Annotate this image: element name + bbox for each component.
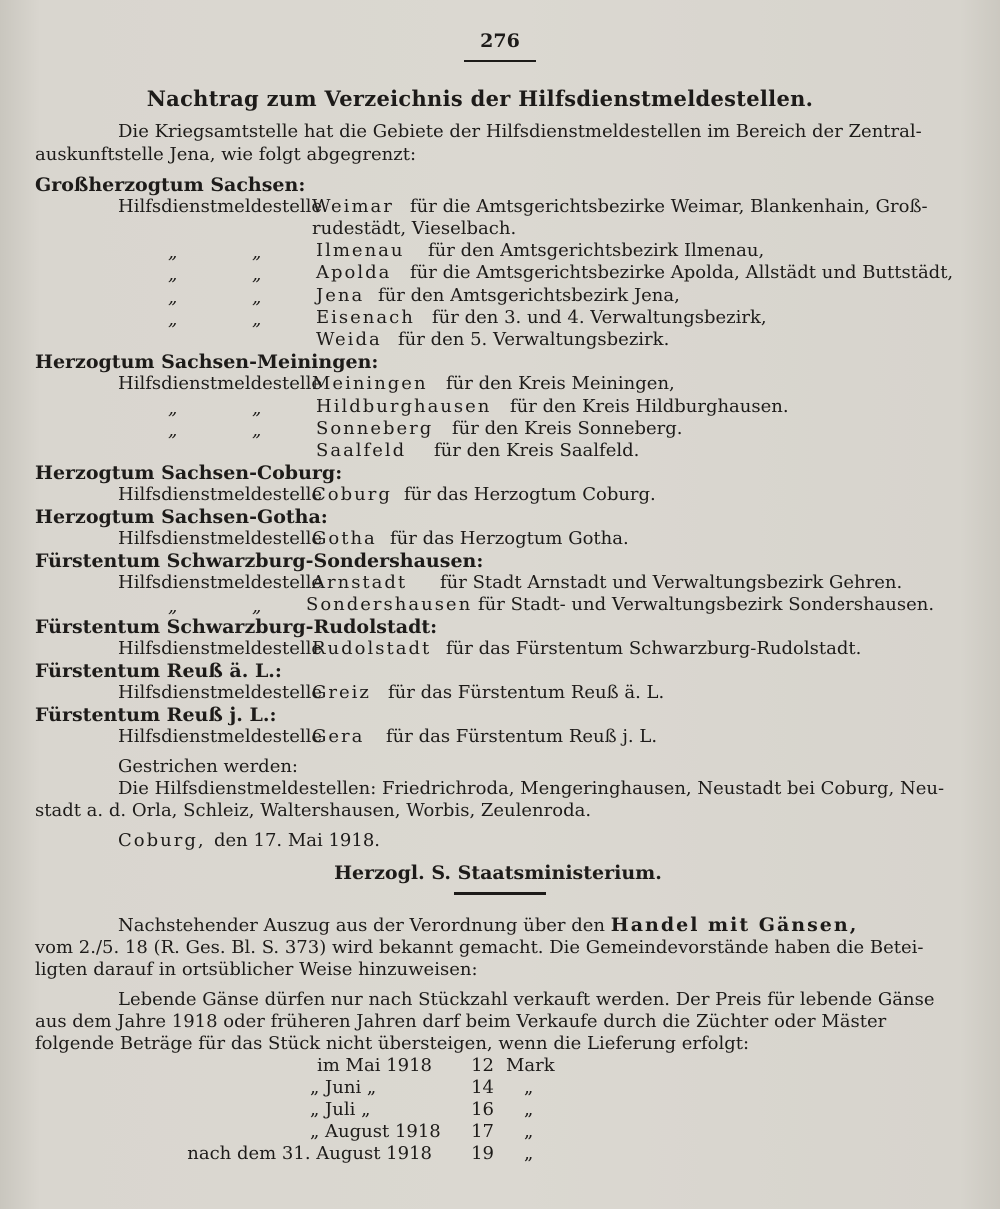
price-value: 14 xyxy=(471,1077,494,1098)
office-district: für Stadt Arnstadt und Verwaltungsbezirk Gehren. xyxy=(440,572,903,593)
office-label: Hilfsdienstmeldestelle xyxy=(118,528,323,549)
date-place: Coburg, xyxy=(118,830,206,851)
state-heading-reuss-jl: Fürstentum Reuß j. L.: xyxy=(35,704,277,726)
price-unit: „ xyxy=(524,1121,534,1142)
office-district: für den 3. und 4. Verwaltungsbezirk, xyxy=(432,307,767,328)
ditto-mark: „ xyxy=(252,287,262,308)
ditto-mark: „ xyxy=(252,398,262,419)
state-heading-coburg: Herzogtum Sachsen-Coburg: xyxy=(35,462,343,484)
notice-line-3: ligten darauf in ortsüblicher Weise hinzuweisen: xyxy=(35,959,478,980)
office-district: für den 5. Verwaltungsbezirk. xyxy=(398,329,670,350)
ditto-mark: „ xyxy=(252,264,262,285)
notice-line-1-text: Nachstehender Auszug aus der Verordnung über den xyxy=(118,915,606,936)
page-title: Nachtrag zum Verzeichnis der Hilfsdienstmeldestellen. xyxy=(146,86,814,111)
office-label: Hilfsdienstmeldestelle xyxy=(118,682,323,703)
office-city: Rudolstadt xyxy=(312,638,432,659)
office-label: Hilfsdienstmeldestelle xyxy=(118,638,323,659)
intro-line-1: Die Kriegsamtstelle hat die Gebiete der Hilfsdienstmeldestellen im Bereich der Zentral- xyxy=(118,121,922,142)
office-city: Weimar xyxy=(312,196,394,217)
office-district: für den Kreis Meiningen, xyxy=(446,373,675,394)
price-period: „ August 1918 xyxy=(310,1121,441,1142)
struck-line-2: stadt a. d. Orla, Schleiz, Waltershausen, Worbis, Zeulenroda. xyxy=(35,800,592,821)
notice-paragraph-line-1: Lebende Gänse dürfen nur nach Stückzahl verkauft werden. Der Preis für lebende Gänse xyxy=(118,989,935,1010)
office-city: Meiningen xyxy=(312,373,428,394)
date-text: den 17. Mai 1918. xyxy=(214,830,381,851)
ditto-mark: „ xyxy=(168,242,178,263)
office-district: für das Fürstentum Reuß j. L. xyxy=(386,726,658,747)
state-heading-reuss-al: Fürstentum Reuß ä. L.: xyxy=(35,660,282,682)
price-unit: „ xyxy=(524,1099,534,1120)
state-heading-rudolstadt: Fürstentum Schwarzburg-Rudolstadt: xyxy=(35,616,438,638)
office-city: Jena xyxy=(316,285,365,306)
signature: Herzogl. S. Staatsministerium. xyxy=(334,862,662,884)
page-number: 276 xyxy=(480,30,520,52)
office-city: Gotha xyxy=(312,528,377,549)
office-district: für den Kreis Sonneberg. xyxy=(452,418,683,439)
price-period: nach dem 31. August 1918 xyxy=(187,1143,432,1164)
price-unit: „ xyxy=(524,1143,534,1164)
price-unit: Mark xyxy=(506,1055,555,1076)
price-value: 17 xyxy=(471,1121,494,1142)
notice-emphasis: Handel mit Gänsen, xyxy=(610,914,859,936)
notice-line-1 xyxy=(118,914,858,937)
intro-line-2: auskunftstelle Jena, wie folgt abgegrenzt: xyxy=(35,144,417,165)
ditto-mark: „ xyxy=(252,242,262,263)
office-district: für Stadt- und Verwaltungsbezirk Sondershausen. xyxy=(478,594,935,615)
office-label: Hilfsdienstmeldestelle xyxy=(118,726,323,747)
ditto-mark: „ xyxy=(168,287,178,308)
state-heading-sachsen: Großherzogtum Sachsen: xyxy=(35,174,306,196)
ditto-mark: „ xyxy=(252,596,262,617)
state-heading-gotha: Herzogtum Sachsen-Gotha: xyxy=(35,506,328,528)
office-label: Hilfsdienstmeldestelle xyxy=(118,484,323,505)
office-city: Sonneberg xyxy=(316,418,434,439)
office-label: Hilfsdienstmeldestelle xyxy=(118,373,323,394)
office-city: Weida xyxy=(316,329,382,350)
price-unit: „ xyxy=(524,1077,534,1098)
office-district: für die Amtsgerichtsbezirke Apolda, Allstädt und Buttstädt, xyxy=(410,262,954,283)
state-heading-meiningen: Herzogtum Sachsen-Meiningen: xyxy=(35,351,379,373)
office-district: für den Kreis Hildburghausen. xyxy=(510,396,789,417)
price-period: im Mai 1918 xyxy=(317,1055,432,1076)
office-district: rudestädt, Vieselbach. xyxy=(312,218,517,239)
signature-rule xyxy=(454,892,546,895)
ditto-mark: „ xyxy=(252,420,262,441)
ditto-mark: „ xyxy=(168,420,178,441)
office-city: Gera xyxy=(312,726,365,747)
office-district: für das Herzogtum Coburg. xyxy=(404,484,656,505)
office-city: Eisenach xyxy=(316,307,415,328)
office-label: Hilfsdienstmeldestelle xyxy=(118,572,323,593)
notice-paragraph-line-3: folgende Beträge für das Stück nicht übersteigen, wenn die Lieferung erfolgt: xyxy=(35,1033,750,1054)
state-heading-sondershausen: Fürstentum Schwarzburg-Sondershausen: xyxy=(35,550,484,572)
office-city: Coburg xyxy=(312,484,392,505)
struck-heading: Gestrichen werden: xyxy=(118,756,298,777)
ditto-mark: „ xyxy=(168,398,178,419)
notice-paragraph-line-2: aus dem Jahre 1918 oder früheren Jahren darf beim Verkaufe durch die Züchter oder Mäster xyxy=(35,1011,887,1032)
office-district: für das Fürstentum Reuß ä. L. xyxy=(388,682,665,703)
office-district: für die Amtsgerichtsbezirke Weimar, Blankenhain, Groß- xyxy=(410,196,928,217)
office-label: Hilfsdienstmeldestelle xyxy=(118,196,323,217)
struck-line-1: Die Hilfsdienstmeldestellen: Friedrichroda, Mengeringhausen, Neustadt bei Coburg, Neu- xyxy=(118,778,945,799)
price-period: „ Juni „ xyxy=(310,1077,377,1098)
page-number-rule xyxy=(464,60,536,62)
price-period: „ Juli „ xyxy=(310,1099,371,1120)
price-value: 19 xyxy=(471,1143,494,1164)
ditto-mark: „ xyxy=(168,309,178,330)
office-city: Hildburghausen xyxy=(316,396,492,417)
office-city: Greiz xyxy=(312,682,371,703)
office-city: Saalfeld xyxy=(316,440,407,461)
ditto-mark: „ xyxy=(168,596,178,617)
office-city: Apolda xyxy=(316,262,392,283)
office-district: für das Fürstentum Schwarzburg-Rudolstadt. xyxy=(446,638,862,659)
office-district: für den Amtsgerichtsbezirk Ilmenau, xyxy=(428,240,765,261)
price-value: 16 xyxy=(471,1099,494,1120)
office-city: Arnstadt xyxy=(312,572,408,593)
ditto-mark: „ xyxy=(168,264,178,285)
notice-line-2: vom 2./5. 18 (R. Ges. Bl. S. 373) wird bekannt gemacht. Die Gemeindevorstände haben die Betei- xyxy=(35,937,924,958)
office-district: für den Kreis Saalfeld. xyxy=(434,440,640,461)
office-city: Ilmenau xyxy=(316,240,405,261)
office-district: für den Amtsgerichtsbezirk Jena, xyxy=(378,285,680,306)
price-value: 12 xyxy=(471,1055,494,1076)
office-district: für das Herzogtum Gotha. xyxy=(390,528,629,549)
office-city: Sondershausen xyxy=(306,594,473,615)
ditto-mark: „ xyxy=(252,309,262,330)
